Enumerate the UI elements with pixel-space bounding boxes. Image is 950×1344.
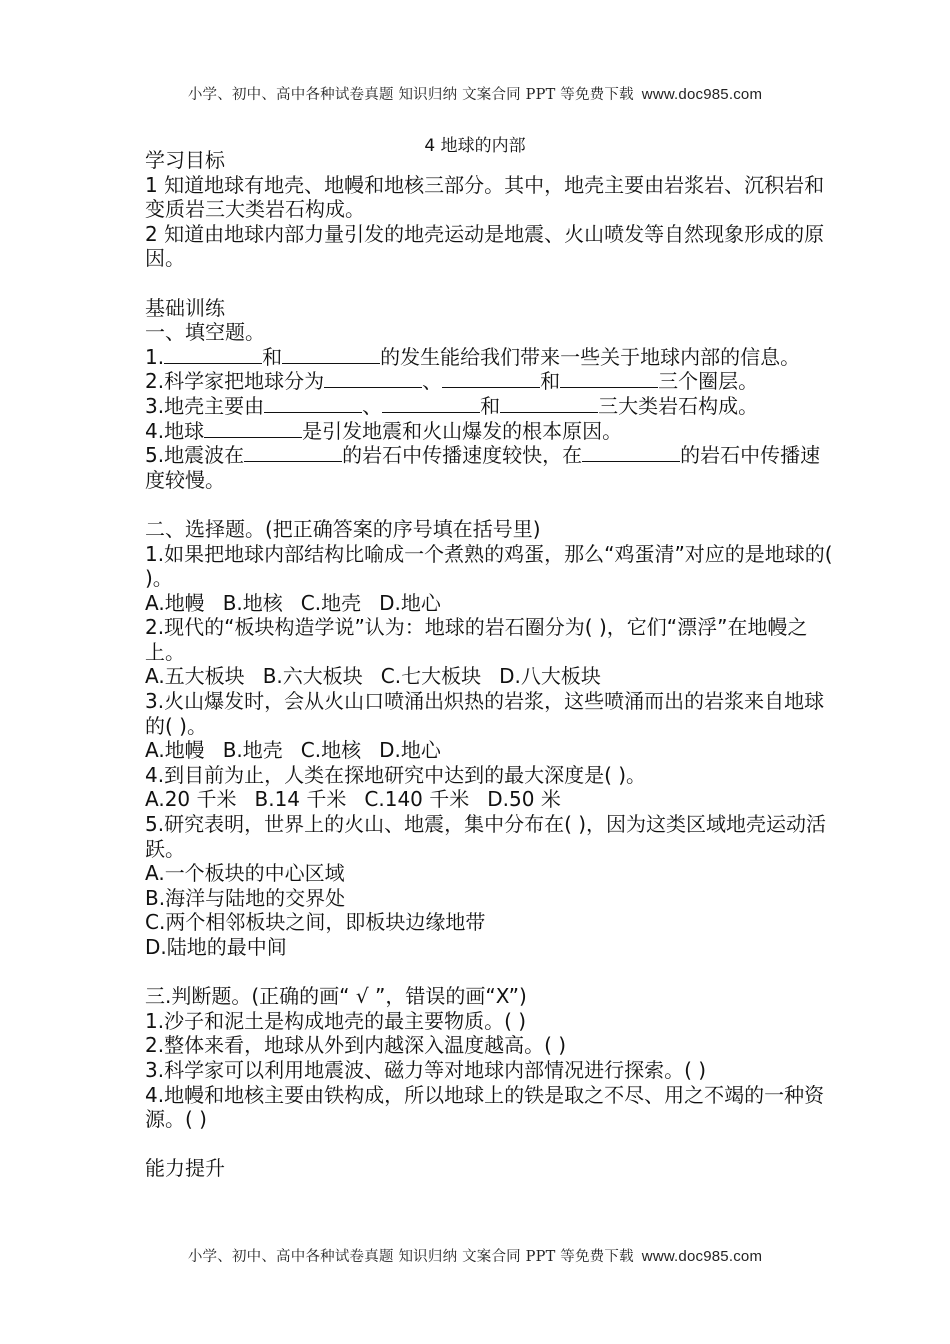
answer-blank[interactable]	[442, 369, 540, 388]
choice-options-2	[145, 664, 835, 689]
fill-question-4: 4.地球 是引发地震和火山爆发的根本原因。	[145, 418, 623, 443]
choice-options-4	[145, 787, 835, 812]
option: A.五大板块	[145, 664, 245, 689]
option: A.20 千米	[145, 787, 237, 812]
option: C.七大板块	[380, 664, 482, 689]
goals-heading: 学习目标	[145, 148, 225, 172]
choice-heading: 二、选择题。(把正确答案的序号填在括号里)	[145, 516, 541, 541]
option: C.地核	[300, 738, 362, 763]
basic-training-heading: 基础训练	[145, 295, 225, 320]
option: D.50 米	[487, 787, 561, 812]
option: A.一个板块的中心区域	[145, 861, 345, 886]
option: A.地幔	[145, 590, 205, 615]
footer-text: 小学、初中、高中各种试卷真题 知识归纳 文案合同 PPT 等免费下载	[187, 1249, 634, 1265]
footer-url: www.doc985.com	[641, 1248, 763, 1265]
page-header	[0, 83, 950, 104]
page-footer	[0, 1245, 950, 1266]
answer-blank[interactable]	[264, 394, 362, 413]
header-text: 小学、初中、高中各种试卷真题 知识归纳 文案合同 PPT 等免费下载	[187, 87, 634, 103]
answer-blank[interactable]	[164, 345, 262, 364]
fill-question-1: 1. 和 的发生能给我们带来一些关于地球内部的信息。	[145, 344, 801, 369]
option: C.地壳	[300, 590, 362, 615]
judge-question-1: 1.沙子和泥土是构成地壳的最主要物质。( )	[145, 1008, 527, 1033]
option: C.140 千米	[364, 787, 470, 812]
choice-question-2: 2.现代的“板块构造学说”认为：地球的岩石圈分为( )，它们“漂浮”在地幔之上。	[145, 615, 808, 664]
fill-question-2: 2.科学家把地球分为 、 和 三个圈层。	[145, 369, 759, 394]
choice-question-3: 3.火山爆发时，会从火山口喷涌出炽热的岩浆，这些喷涌而出的岩浆来自地球的( )。	[145, 689, 825, 738]
option: D.陆地的最中间	[145, 935, 287, 959]
answer-blank[interactable]	[500, 394, 598, 413]
judge-heading: 三.判断题。(正确的画“ √ ”，错误的画“X”)	[145, 984, 527, 1009]
option: D.地心	[379, 738, 441, 763]
answer-blank[interactable]	[324, 369, 422, 388]
judge-question-2: 2.整体来看，地球从外到内越深入温度越高。( )	[145, 1033, 567, 1058]
choice-options-3	[145, 738, 835, 763]
judge-question-3: 3.科学家可以利用地震波、磁力等对地球内部情况进行探索。( )	[145, 1057, 707, 1082]
goal-1: 1 知道地球有地壳、地幔和地核三部分。其中，地壳主要由岩浆岩、沉积岩和变质岩三大类岩石构成。	[145, 172, 825, 222]
choice-question-1: 1.如果把地球内部结构比喻成一个煮熟的鸡蛋，那么“鸡蛋清”对应的是地球的( )。	[145, 541, 833, 591]
fill-question-3: 3.地壳主要由 、 和 三大类岩石构成。	[145, 393, 759, 418]
answer-blank[interactable]	[244, 443, 342, 462]
fill-heading: 一、填空题。	[145, 320, 265, 345]
choice-question-5: 5.研究表明，世界上的火山、地震，集中分布在( )，因为这类区域地壳运动活跃。	[145, 812, 827, 861]
answer-blank[interactable]	[282, 345, 380, 364]
judge-question-4: 4.地幔和地核主要由铁构成，所以地球上的铁是取之不尽、用之不竭的一种资源。( )	[145, 1082, 825, 1132]
choice-question-4: 4.到目前为止，人类在探地研究中达到的最大深度是( )。	[145, 762, 647, 787]
answer-blank[interactable]	[382, 394, 480, 413]
option: A.地幔	[145, 738, 205, 763]
option: D.地心	[379, 590, 441, 615]
option: B.地壳	[222, 738, 283, 763]
fill-question-5: 5.地震波在 的岩石中传播速度较快，在 的岩石中传播速度较慢。	[145, 443, 821, 492]
option: D.八大板块	[499, 664, 601, 689]
option: B.地核	[222, 590, 283, 615]
goal-2: 2 知道由地球内部力量引发的地壳运动是地震、火山喷发等自然现象形成的原因。	[145, 221, 825, 271]
ability-heading: 能力提升	[145, 1156, 225, 1181]
header-url: www.doc985.com	[641, 86, 763, 103]
option: B.六大板块	[262, 664, 363, 689]
option: B.海洋与陆地的交界处	[145, 885, 346, 910]
answer-blank[interactable]	[204, 419, 302, 438]
answer-blank[interactable]	[560, 369, 658, 388]
page-title: 4 地球的内部	[424, 136, 526, 156]
worksheet-body	[145, 148, 835, 1181]
option: C.两个相邻板块之间，即板块边缘地带	[145, 910, 486, 935]
choice-options-1	[145, 591, 835, 616]
option: B.14 千米	[254, 787, 347, 812]
answer-blank[interactable]	[582, 443, 680, 462]
